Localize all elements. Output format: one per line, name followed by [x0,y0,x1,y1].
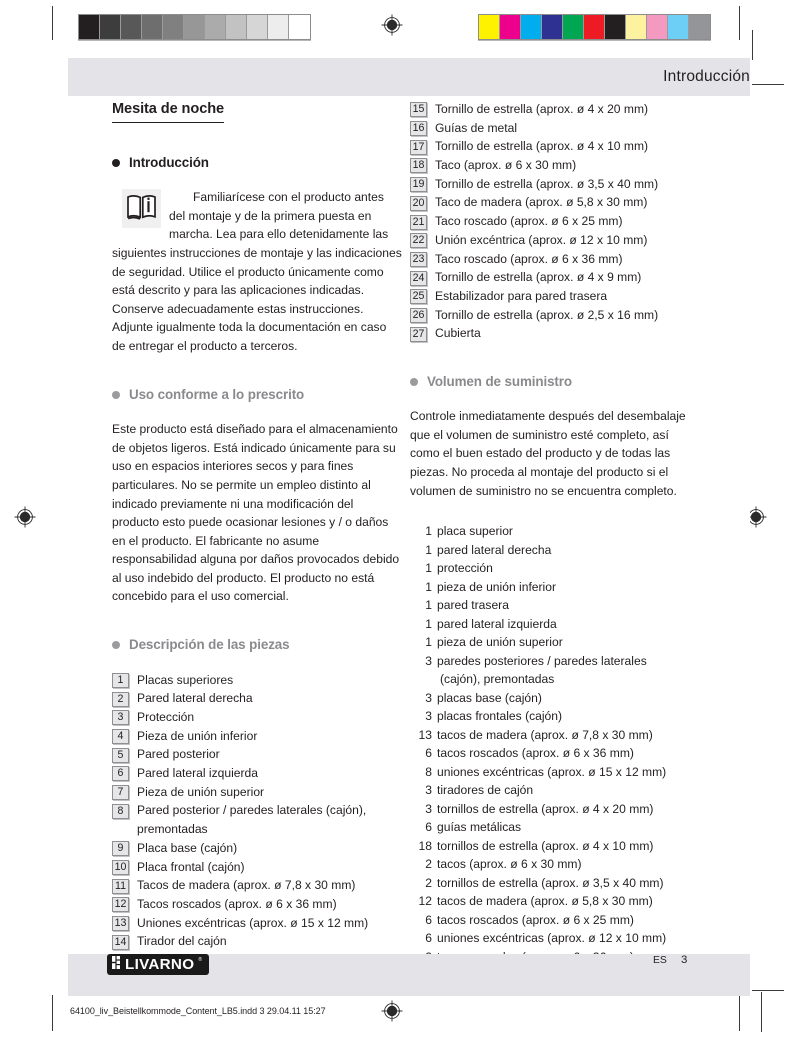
introduction-block [112,188,402,355]
part-list-item [112,727,402,745]
page-number: 3 [681,954,688,966]
delivery-label: tacos roscados (aprox. ø 6 x 25 mm) [437,912,634,927]
crop-mark-right-panel-upper [752,30,753,60]
delivery-label: pieza de unión inferior [437,579,557,594]
bullet-icon [112,391,120,399]
part-label: Protección [137,710,195,725]
part-list-item [410,231,700,249]
part-number-badge: 3 [112,710,129,725]
scope-of-delivery-paragraph: Controle inmediatamente después del desembalaje que el volumen de suministro esté completo, así como el buen estado del producto y de todas las piezas. No proceda al montaje del producto si el volumen de suministro no se encuentra completo. [410,409,686,498]
delivery-quantity: 3 [425,709,432,724]
part-number-badge: 11 [112,879,129,894]
part-number-badge: 24 [410,271,427,286]
delivery-label: pieza de unión superior [437,635,563,650]
part-list-item [410,156,700,174]
section-heading-introduccion [112,154,402,173]
delivery-list-item [410,633,700,652]
part-label: Tornillo de estrella (aprox. ø 4 x 9 mm) [435,270,642,285]
manual-book-info-icon [122,189,161,228]
registration-mark-bottom-center [381,1000,403,1022]
color-calibration-strip [478,14,711,40]
part-label: Taco roscado (aprox. ø 6 x 25 mm) [435,214,623,229]
delivery-label: tornillos de estrella (aprox. ø 4 x 10 mm) [437,838,654,853]
livarno-brand-logo [107,954,209,975]
part-label: Placas superiores [137,672,234,687]
running-head-title: Introducción [663,68,750,85]
part-list-item [112,783,402,801]
part-label: Tornillo de estrella (aprox. ø 4 x 20 mm) [435,102,649,116]
part-number-badge: 25 [410,289,427,304]
section-heading-volumen-suministro [410,373,700,392]
part-list-item [112,671,402,689]
part-label: Taco (aprox. ø 6 x 30 mm) [435,158,577,173]
delivery-quantity: 1 [425,561,432,576]
part-label: Placa base (cajón) [137,840,238,855]
delivery-label: pared trasera [437,598,509,613]
part-list-item [410,175,700,193]
delivery-label: tacos (aprox. ø 6 x 30 mm) [437,857,582,872]
section-heading-label: Introducción [129,154,209,170]
part-label: Pieza de unión inferior [137,728,258,743]
delivery-list-item [410,652,700,671]
crop-mark-bottom-right-vertical [739,995,740,1031]
part-number-badge: 18 [410,158,427,173]
print-imprint-line: 64100_liv_Beistellkommode_Content_LB5.indd 3 29.04.11 15:27 [70,1006,326,1016]
crop-mark-right-upper-horizontal [752,84,784,85]
delivery-list-item [410,763,700,782]
delivery-quantity: 6 [425,820,432,835]
delivery-list-item [410,781,700,800]
part-number-badge: 15 [410,102,427,117]
part-list-item [112,745,402,763]
part-label: Uniones excéntricas (aprox. ø 15 x 12 mm) [137,915,369,930]
part-label: Pared posterior / paredes laterales (cajón), [137,803,367,818]
part-number-badge: 7 [112,785,129,800]
delivery-quantity: 1 [425,579,432,594]
delivery-list-item [410,615,700,634]
part-number-badge: 17 [410,140,427,155]
delivery-list-item [410,726,700,745]
delivery-label: placas base (cajón) [437,690,542,705]
right-column [410,100,700,966]
part-number-badge: 12 [112,897,129,912]
delivery-quantity: 3 [425,783,432,798]
calibration-swatch-0 [479,15,500,39]
scope-of-delivery-list [410,522,700,966]
delivery-quantity: 2 [425,857,432,872]
calibration-swatch-6 [605,15,626,39]
delivery-label: tornillos de estrella (aprox. ø 4 x 20 mm) [437,801,654,816]
delivery-list-item [410,578,700,597]
delivery-list-item [410,929,700,948]
delivery-quantity: 1 [425,635,432,650]
part-label: Pared lateral izquierda [137,766,259,781]
calibration-swatch-7 [626,15,647,39]
delivery-quantity: 12 [418,894,432,909]
part-number-badge: 23 [410,252,427,267]
delivery-quantity: 3 [425,653,432,668]
delivery-list-item [410,522,700,541]
delivery-label: tornillos de estrella (aprox. ø 3,5 x 40 mm) [437,875,664,890]
delivery-list-item [410,800,700,819]
delivery-quantity: 1 [425,524,432,539]
part-list-item [410,306,700,324]
part-list-item [112,876,402,894]
calibration-swatch-8 [647,15,668,39]
delivery-label: placa superior [437,524,513,539]
part-label: Unión excéntrica (aprox. ø 12 x 10 mm) [435,232,648,247]
page-title: Mesita de noche [112,100,224,123]
part-list-item [410,119,700,137]
part-list-item [410,137,700,155]
delivery-label: pared lateral derecha [437,542,552,557]
delivery-quantity: 13 [418,727,432,742]
crop-mark-top-right-vertical [739,6,740,40]
part-list-item [112,839,402,857]
bullet-icon [112,641,120,649]
part-number-badge: 1 [112,673,129,688]
section-heading-label: Volumen de suministro [427,373,572,389]
part-label: Tornillo de estrella (aprox. ø 4 x 10 mm) [435,139,649,154]
part-label: Pared posterior [137,747,220,762]
grayscale-calibration-strip [78,14,311,40]
delivery-quantity: 1 [425,616,432,631]
calibration-swatch-3 [142,15,163,39]
part-number-badge: 6 [112,766,129,781]
part-number-badge: 20 [410,196,427,211]
brand-wordmark: LIVARNO [125,955,195,973]
parts-list-left [112,671,402,951]
part-number-badge: 14 [112,935,129,950]
calibration-swatch-5 [584,15,605,39]
calibration-swatch-10 [289,15,310,39]
part-label: Tacos de madera (aprox. ø 7,8 x 30 mm) [137,878,356,893]
part-label: Cubierta [435,326,481,341]
part-number-badge: 10 [112,860,129,875]
part-label: Taco roscado (aprox. ø 6 x 36 mm) [435,251,623,266]
crop-mark-bottom-left-vertical [52,995,53,1031]
delivery-label: uniones excéntricas (aprox. ø 15 x 12 mm) [437,764,667,779]
delivery-quantity: 6 [425,931,432,946]
section-heading-label: Descripción de las piezas [129,637,290,653]
delivery-list-item [410,689,700,708]
delivery-label: tacos roscados (aprox. ø 6 x 36 mm) [437,746,634,761]
part-number-badge: 27 [410,327,427,342]
part-label: Pieza de unión superior [137,784,265,799]
calibration-swatch-1 [100,15,121,39]
introduction-paragraph: Familiarícese con el producto antes del montaje y de la primera puesta en marcha. Lea para ello detenidamente las siguientes instrucciones de montaje y las indicaciones de seguridad. Utilice el producto únicamente como está descrito y para las aplicaciones indicadas. Conserve adecuadamente estas instrucciones. Adjunte igualmente toda la documentación en caso de entregar el producto a terceros. [112,190,402,353]
part-number-badge: 26 [410,308,427,323]
part-list-item [112,914,402,932]
section-heading-label: Uso conforme a lo prescrito [129,386,305,402]
delivery-quantity: 2 [425,875,432,890]
calibration-swatch-0 [79,15,100,39]
part-label: Placa frontal (cajón) [137,859,245,874]
bullet-icon [410,378,418,386]
registration-mark-left-middle [14,506,36,528]
part-label: Tirador del cajón [137,934,227,949]
calibration-swatch-9 [668,15,689,39]
part-label: Taco de madera (aprox. ø 5,8 x 30 mm) [435,195,648,210]
delivery-label: protección [437,561,493,576]
brand-trademark-symbol: ® [198,957,203,963]
intended-use-paragraph: Este producto está diseñado para el almacenamiento de objetos ligeros. Está indicado únicamente para su uso en espacios interiores secos y para fines particulares. No se permite un empleo distinto al indicado previamente ni una modificación del producto esto puede ocasionar lesiones y / o daños en el producto. El fabricante no asume responsabilidad alguna por daños provocados debido al uso indebido del producto. El producto no está concebido para el uso comercial. [112,422,400,604]
part-label: Estabilizador para pared trasera [435,288,608,303]
part-label: Tornillo de estrella (aprox. ø 2,5 x 16 mm) [435,307,659,322]
crop-mark-right-edge-vertical [761,992,762,1032]
calibration-swatch-2 [121,15,142,39]
calibration-swatch-5 [184,15,205,39]
part-list-item-continuation [112,820,402,838]
part-list-item [410,268,700,286]
delivery-list-item [410,855,700,874]
delivery-list-item [410,707,700,726]
crop-mark-right-lower-horizontal [752,990,784,991]
delivery-label: tacos de madera (aprox. ø 7,8 x 30 mm) [437,727,653,742]
part-label: Guías de metal [435,120,518,135]
part-number-badge: 5 [112,748,129,763]
delivery-list-item [410,596,700,615]
delivery-list-item-continuation [410,670,700,689]
parts-list-right [410,100,700,343]
part-number-badge: 9 [112,841,129,856]
section-heading-uso-conforme [112,386,402,405]
delivery-label: paredes posteriores / paredes laterales [437,653,647,668]
delivery-list-item [410,541,700,560]
part-number-badge: 8 [112,804,129,819]
part-list-item [112,858,402,876]
part-list-item [112,764,402,782]
calibration-swatch-4 [563,15,584,39]
part-list-item [410,193,700,211]
part-label: Tornillo de estrella (aprox. ø 3,5 x 40 mm) [435,176,659,191]
part-list-item [410,250,700,268]
part-list-item [112,895,402,913]
part-list-item [112,801,402,819]
delivery-label-continuation: (cajón), premontadas [440,672,555,687]
part-list-item [112,932,402,950]
calibration-swatch-3 [542,15,563,39]
delivery-quantity: 6 [425,746,432,761]
part-label: Tacos roscados (aprox. ø 6 x 36 mm) [137,896,337,911]
part-number-badge: 16 [410,121,427,136]
delivery-label: tiradores de cajón [437,783,534,798]
part-list-item [410,324,700,342]
part-list-item [410,287,700,305]
delivery-quantity: 1 [425,598,432,613]
page-locale-code: ES [653,955,667,966]
delivery-label: uniones excéntricas (aprox. ø 12 x 10 mm) [437,931,667,946]
running-head-band [68,58,750,96]
part-label: Pared lateral derecha [137,691,253,706]
delivery-quantity: 6 [425,912,432,927]
delivery-list-item [410,818,700,837]
part-list-item [410,100,700,118]
brand-grid-icon [112,956,121,974]
calibration-swatch-8 [247,15,268,39]
delivery-label: tacos de madera (aprox. ø 5,8 x 30 mm) [437,894,653,909]
delivery-label: placas frontales (cajón) [437,709,563,724]
calibration-swatch-9 [268,15,289,39]
part-label-continuation: premontadas [137,822,208,837]
calibration-swatch-6 [205,15,226,39]
delivery-quantity: 8 [425,764,432,779]
part-list-item [112,689,402,707]
section-heading-descripcion-piezas [112,636,402,655]
part-number-badge: 19 [410,177,427,192]
delivery-list-item [410,837,700,856]
delivery-list-item [410,874,700,893]
crop-mark-top-left-vertical [52,6,53,40]
calibration-swatch-7 [226,15,247,39]
bullet-icon [112,159,120,167]
calibration-swatch-4 [163,15,184,39]
delivery-quantity: 3 [425,801,432,816]
delivery-list-item [410,559,700,578]
part-list-item [112,708,402,726]
delivery-quantity: 18 [418,838,432,853]
delivery-quantity: 3 [425,690,432,705]
part-number-badge: 21 [410,215,427,230]
part-number-badge: 22 [410,233,427,248]
registration-mark-top-center [381,14,403,36]
part-number-badge: 13 [112,916,129,931]
calibration-swatch-1 [500,15,521,39]
delivery-quantity: 1 [425,542,432,557]
delivery-list-item [410,892,700,911]
delivery-list-item [410,744,700,763]
calibration-swatch-10 [689,15,710,39]
part-number-badge: 4 [112,729,129,744]
left-column [112,100,402,951]
delivery-label: guías metálicas [437,820,522,835]
delivery-label: pared lateral izquierda [437,616,557,631]
calibration-swatch-2 [521,15,542,39]
part-list-item [410,212,700,230]
part-number-badge: 2 [112,692,129,707]
delivery-list-item [410,911,700,930]
